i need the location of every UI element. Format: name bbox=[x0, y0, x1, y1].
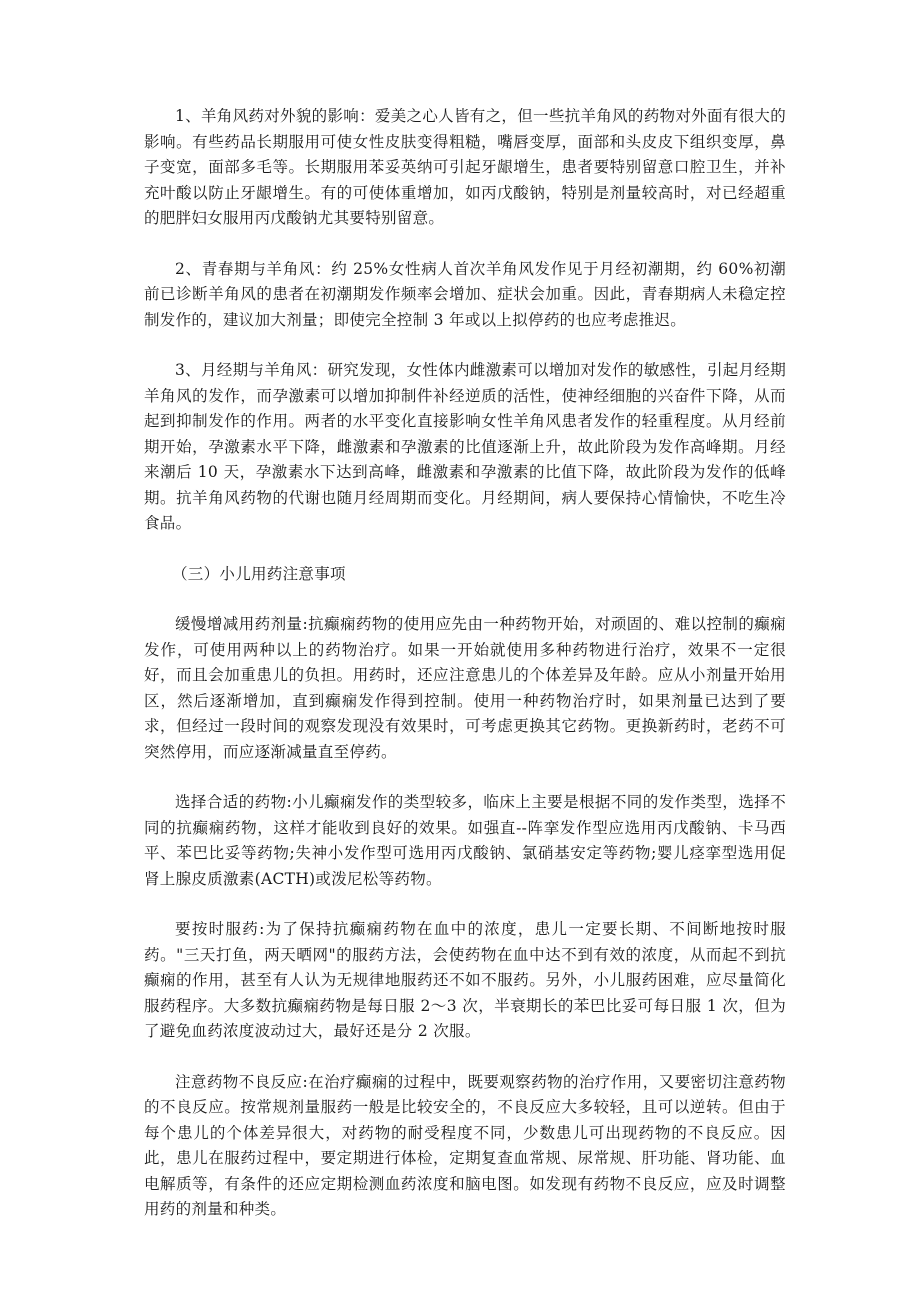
paragraph-timely-medication bbox=[144, 917, 786, 1045]
paragraph-menstruation bbox=[144, 358, 786, 537]
section-heading: （三）小儿用药注意事项 bbox=[172, 564, 346, 583]
paragraph-text: 小儿癫痫发作的类型较多，临床上主要是根据不同的发作类型，选择不同的抗癫痫药物，这样才能收到良好的效果。如强直--阵挛发作型应选用丙戊酸钠、卡马西平、苯巴比妥等药物;失神小发作型可选用丙戊酸钠、氯硝基安定等药物;婴儿痉挛型选用促肾上腺皮质激素(ACTH)或泼尼松等药物。 bbox=[144, 793, 786, 888]
paragraph-adverse-reactions bbox=[144, 1070, 786, 1223]
paragraph-lead: 2、青春期与羊角风： bbox=[175, 259, 332, 278]
paragraph-lead: 注意药物不良反应: bbox=[175, 1072, 308, 1091]
paragraph-drug-selection bbox=[144, 790, 786, 892]
paragraph-text: 研究发现，女性体内雌激素可以增加对发作的敏感性，引起月经期羊角风的发作，而孕激素可以增加抑制件补经逆质的活性，使神经细胞的兴奋件下降，从而起到抑制发作的作用。两者的水平变化直接影响女性羊角风患者发作的轻重程度。从月经前期开始，孕激素水平下降，雌激素和孕激素的比值逐渐上升，故此阶段为发作高峰期。月经来潮后 10 天，孕激素水下达到高峰，雌激素和孕激素的比值下降，故此阶段为发作的低峰期。抗羊角风药物的代谢也随月经周期而变化。月经期间，病人要保持心情愉快，不吃生冷食品。 bbox=[144, 361, 786, 532]
paragraph-text: 为了保持抗癫痫药物在血中的浓度，患儿一定要长期、不间断地按时服药。"三天打鱼，两天晒网"的服药方法，会使药物在血中达不到有效的浓度，从而起不到抗癫痫的作用，甚至有人认为无规律地服药还不如不服药。另外，小儿服药困难，应尽量简化服药程序。大多数抗癫痫药物是每日服 2～3 次，半衰期长的苯巴比妥可每日服 1 次，但为了避免血药浓度波动过大，最好还是分 2 次服。 bbox=[144, 920, 786, 1040]
paragraph-appearance-effects bbox=[144, 104, 786, 232]
paragraph-lead: 缓慢增减用药剂量: bbox=[175, 615, 308, 633]
paragraph-dosage-adjustment bbox=[144, 612, 786, 765]
paragraph-lead: 3、月经期与羊角风： bbox=[175, 361, 328, 379]
paragraph-lead: 1、羊角风药对外貌的影响： bbox=[175, 107, 375, 125]
paragraph-text: 约 25%女性病人首次羊角风发作见于月经初潮期，约 60%初潮前已诊断羊角风的患者在初潮期发作频率会增加、症状会加重。因此，青春期病人未稳定控制发作的，建议加大剂量；即使完全控制 3 年或以上拟停药的也应考虑推迟。 bbox=[144, 259, 786, 329]
paragraph-lead: 要按时服药: bbox=[175, 920, 265, 938]
document-body bbox=[144, 104, 786, 1248]
paragraph-text: 在治疗癫痫的过程中，既要观察药物的治疗作用，又要密切注意药物的不良反应。按常规剂量服药一般是比较安全的，不良反应大多较轻，且可以逆转。但由于每个患儿的个体差异很大，对药物的耐受程度不同，少数患儿可出现药物的不良反应。因此，患儿在服药过程中，要定期进行体检，定期复查血常规、尿常规、肝功能、肾功能、血电解质等，有条件的还应定期检测血药浓度和脑电图。如发现有药物不良反应，应及时调整用药的剂量和种类。 bbox=[144, 1072, 786, 1218]
paragraph-text: 爱美之心人皆有之，但一些抗羊角风的药物对外面有很大的影响。有些药品长期服用可使女性皮肤变得粗糙，嘴唇变厚，面部和头皮皮下组织变厚，鼻子变宽，面部多毛等。长期服用苯妥英纳可引起牙龈增生，患者要特别留意口腔卫生，并补充叶酸以防止牙龈增生。有的可使体重增加，如丙戊酸钠，特别是剂量较高时，对已经超重的肥胖妇女服用丙戊酸钠尤其要特别留意。 bbox=[144, 107, 787, 227]
paragraph-puberty bbox=[144, 257, 786, 334]
paragraph-text: 抗癫痫药物的使用应先由一种药物开始，对顽固的、难以控制的癫痫发作，可使用两种以上的药物治疗。如果一开始就使用多种药物进行治疗，效果不一定很好，而且会加重患儿的负担。用药时，还应注意患儿的个体差异及年龄。应从小剂量开始用区，然后逐渐增加，直到癫痫发作得到控制。使用一种药物治疗时，如果剂量已达到了要求，但经过一段时间的观察发现没有效果时，可考虑更换其它药物。更换新药时，老药不可突然停用，而应逐渐减量直至停药。 bbox=[144, 615, 786, 761]
paragraph-lead: 选择合适的药物: bbox=[175, 793, 293, 811]
